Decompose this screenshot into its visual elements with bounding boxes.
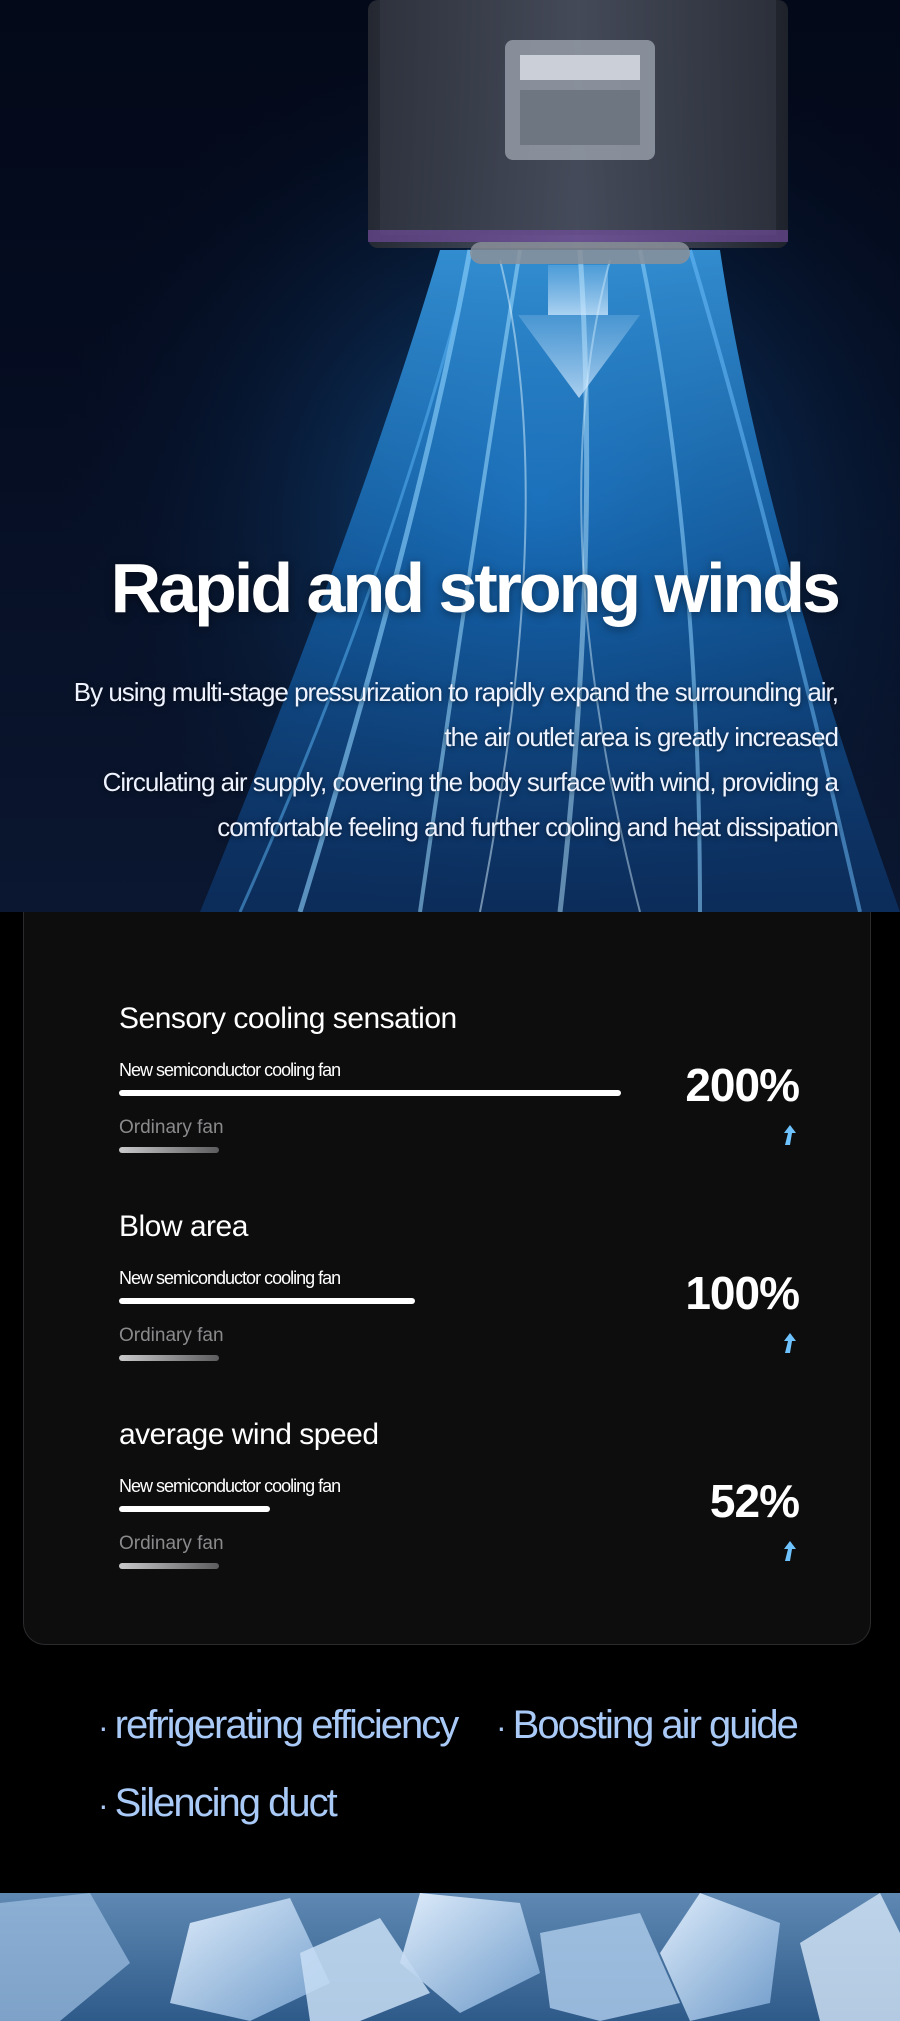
new-fan-label: New semiconductor cooling fan (119, 1060, 341, 1080)
feature-label: Silencing duct (114, 1781, 336, 1825)
up-arrow-icon (781, 1332, 797, 1354)
up-arrow-icon (781, 1124, 797, 1146)
metric-title: Sensory cooling sensation (119, 1002, 457, 1035)
feature-label: Boosting air guide (512, 1703, 797, 1747)
new-fan-bar (119, 1506, 270, 1512)
up-arrow-icon (781, 1540, 797, 1562)
ordinary-fan-label: Ordinary fan (119, 1533, 224, 1554)
metric-percent: 100% (685, 1267, 799, 1319)
feature-item: · refrigerating efficiency (98, 1703, 458, 1747)
description-line: comfortable feeling and further cooling and heat dissipation (217, 812, 838, 842)
feature-item: · Silencing duct (98, 1781, 336, 1825)
feature-item: · Boosting air guide (496, 1703, 797, 1747)
hero-description (0, 670, 838, 850)
metric-percent: 200% (685, 1059, 799, 1111)
ordinary-fan-bar (119, 1147, 219, 1153)
ordinary-fan-bar (119, 1355, 219, 1361)
description-line: the air outlet area is greatly increased (444, 722, 838, 752)
new-fan-bar (119, 1298, 415, 1304)
new-fan-label: New semiconductor cooling fan (119, 1268, 341, 1288)
ice-cubes-image (0, 1893, 900, 2021)
ordinary-fan-bar (119, 1563, 219, 1569)
ordinary-fan-label: Ordinary fan (119, 1117, 224, 1138)
ordinary-fan-label: Ordinary fan (119, 1325, 224, 1346)
hero-section (0, 0, 900, 912)
description-line: Circulating air supply, covering the body surface with wind, providing a (102, 767, 838, 797)
feature-list (0, 1645, 900, 1892)
metric-percent: 52% (709, 1475, 799, 1527)
hero-title: Rapid and strong winds (110, 549, 838, 627)
new-fan-label: New semiconductor cooling fan (119, 1476, 341, 1496)
description-line: By using multi-stage pressurization to rapidly expand the surrounding air, (73, 677, 838, 707)
metric-blow-area (119, 1210, 799, 1390)
metric-cooling-sensation (119, 1002, 799, 1182)
comparison-card (23, 912, 871, 1645)
feature-label: refrigerating efficiency (114, 1703, 458, 1747)
metric-wind-speed (119, 1418, 799, 1598)
new-fan-bar (119, 1090, 621, 1096)
metric-title: average wind speed (119, 1418, 379, 1451)
metric-title: Blow area (119, 1210, 248, 1243)
